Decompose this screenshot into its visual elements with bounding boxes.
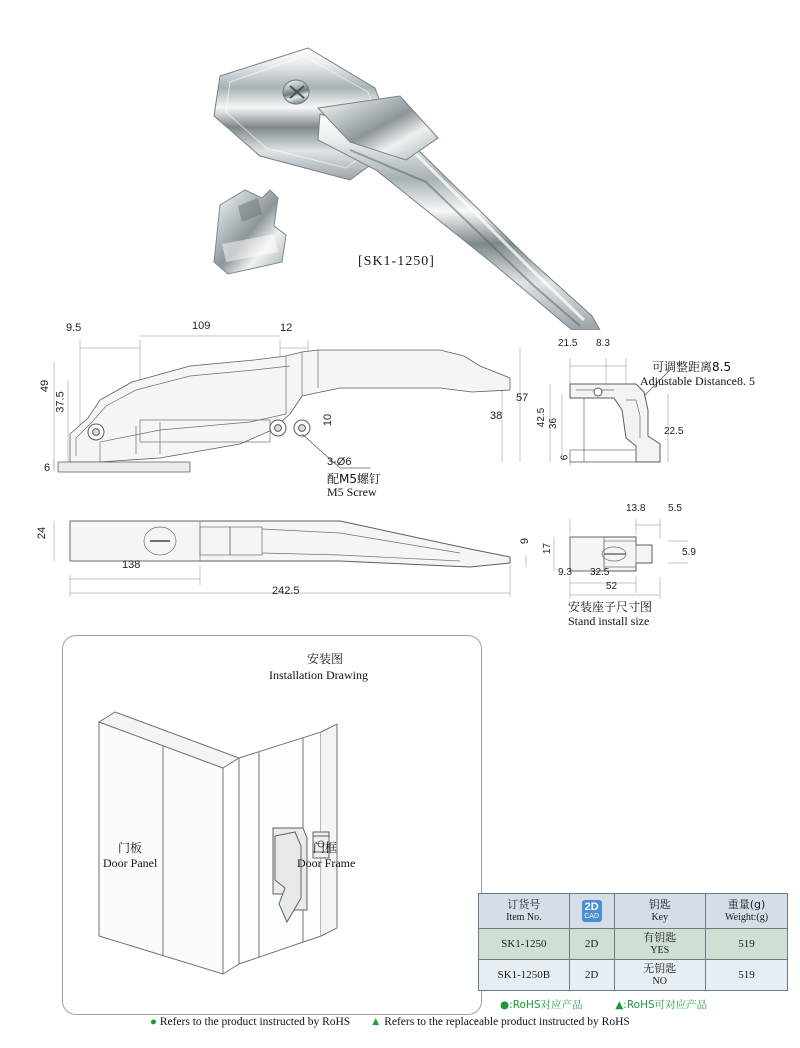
dim-10: 10 [322,413,335,427]
dim-42-5: 42.5 [536,407,548,428]
cell-weight: 519 [706,929,788,960]
dim-242-5: 242.5 [272,585,300,597]
th-cad [569,894,614,929]
dim-5-5: 5.5 [668,503,682,514]
screw-note-cn: 配M5螺钉 [327,472,381,486]
handle-photo-svg [200,30,620,330]
th-key: 钥匙 Key [614,894,706,929]
cell-item-no: SK1-1250 [479,929,570,960]
dim-9-3: 9.3 [558,567,572,578]
dim-5-9: 5.9 [682,547,696,558]
table-row[interactable] [479,929,788,960]
dim-57: 57 [516,392,529,404]
adjustable-distance-cn: 可调整距离8.5 [652,360,732,374]
cell-cad[interactable]: 2D [569,960,614,991]
rohs-footnote [150,1016,790,1028]
dim-6b: 6 [559,454,571,461]
th-weight: 重量(g) Weight:(g) [706,894,788,929]
dim-52: 52 [606,581,618,592]
dim-24: 24 [36,526,49,540]
product-photo [200,30,620,320]
adjustable-distance-en: Adjustable Distance8. 5 [640,374,755,388]
photo-lever-arm [318,96,600,330]
cell-item-no: SK1-1250B [479,960,570,991]
stand-title-cn: 安装座子尺寸图 [568,600,653,614]
dim-21-5: 21.5 [558,338,578,349]
dim-6: 6 [44,462,51,474]
rohs-dot-cn: ●:RoHS对应产品 [500,999,583,1011]
part-number-label: [SK1-1250] [358,254,435,269]
dim-9-5: 9.5 [66,322,82,334]
dim-8-3: 8.3 [596,338,610,349]
dim-49: 49 [39,379,52,393]
rohs-legend-cn [500,997,707,1012]
dim-9: 9 [519,537,532,545]
side-view [40,322,540,502]
screw-note-en: M5 Screw [327,485,377,499]
dim-138: 138 [122,559,141,571]
dim-13-8: 13.8 [626,503,646,514]
dim-38: 38 [490,410,503,422]
rohs-tri-cn: ▲:RoHS可对应产品 [615,999,708,1011]
dim-32-5: 32.5 [590,567,610,578]
th-item-no: 订货号 Item No. [479,894,570,929]
dim-17: 17 [542,542,554,555]
cad-badge-icon: 2D CAD [582,900,602,922]
dim-37-5: 37.5 [54,391,67,413]
door-frame-en: Door Frame [297,856,356,870]
door-panel-en: Door Panel [103,856,158,870]
installation-drawing [62,635,482,1015]
rohs-replaceable-text: Refers to the replaceable product instructed by RoHS [384,1016,630,1028]
table-header-row [479,894,788,929]
hole-note: 3-Ø6 [327,456,352,468]
dim-109: 109 [192,320,211,332]
installation-svg [63,636,481,1014]
installation-title-cn: 安装图 [307,652,344,666]
top-view [36,505,540,615]
table-row[interactable] [479,960,788,991]
rohs-dot-icon: ● [150,1016,157,1028]
rohs-footnote-text: Refers to the product instructed by RoHS [159,1016,351,1028]
dim-36: 36 [548,417,560,430]
spec-table-wrap [478,893,788,991]
cell-cad[interactable]: 2D [569,929,614,960]
cell-key: 有钥匙 YES [614,929,706,960]
spec-table [478,893,788,991]
rohs-triangle-icon: ▲ [369,1016,382,1028]
cell-key: 无钥匙 NO [614,960,706,991]
cell-weight: 519 [706,960,788,991]
installation-title-en: Installation Drawing [269,668,368,682]
photo-strike-plate [214,190,286,274]
door-panel-cn: 门板 [118,841,143,855]
dim-22-5: 22.5 [664,426,684,437]
stand-title-en: Stand install size [568,614,650,628]
door-frame-cn: 门框 [313,841,338,855]
dim-12: 12 [280,322,293,334]
